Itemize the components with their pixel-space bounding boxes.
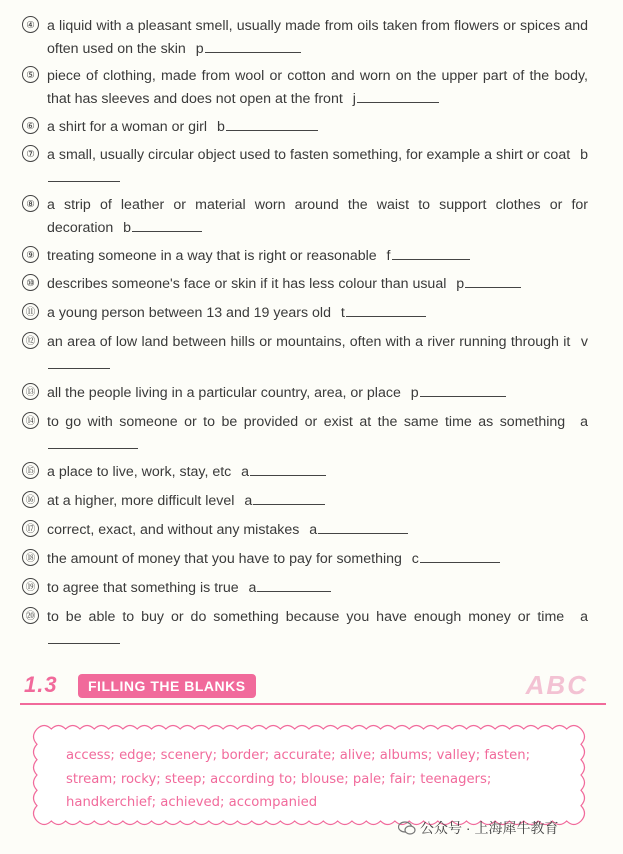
- question-text: piece of clothing, made from wool or cotton and worn on the upper part of the body, that has sleeves and does not open at the front: [47, 68, 588, 107]
- answer-blank[interactable]: [257, 577, 331, 592]
- question-text-line: [47, 382, 588, 405]
- question-text: describes someone's face or skin if it has less colour than usual: [47, 276, 447, 292]
- answer-hint-letter: f: [386, 248, 391, 264]
- question-text-line: [47, 577, 588, 600]
- answer-blank[interactable]: [392, 245, 470, 260]
- question-text-line: [47, 331, 588, 376]
- word-bank-box: [30, 722, 588, 828]
- answer-hint-letter: a: [309, 522, 318, 538]
- question-text-line: [47, 144, 588, 189]
- question-text: a young person between 13 and 19 years old: [47, 305, 331, 321]
- question-text: at a higher, more difficult level: [47, 493, 235, 509]
- answer-hint-letter: p: [456, 276, 465, 292]
- question-text-line: [47, 245, 588, 268]
- question-item: [22, 577, 588, 600]
- question-number: ④: [22, 16, 39, 33]
- question-item: [22, 144, 588, 189]
- question-item: [22, 273, 588, 296]
- question-number: ⑭: [22, 412, 39, 429]
- question-item: [22, 331, 588, 376]
- answer-hint-letter: t: [340, 305, 345, 321]
- question-number: ⑪: [22, 303, 39, 320]
- question-number: ⑮: [22, 462, 39, 479]
- watermark-text: 公众号 · 上海犀牛教育: [420, 820, 559, 836]
- section-title: FILLING THE BLANKS: [78, 674, 256, 698]
- question-item: [22, 116, 588, 139]
- answer-hint-letter: j: [352, 90, 356, 107]
- answer-blank[interactable]: [48, 354, 110, 369]
- question-text: the amount of money that you have to pay for something: [47, 551, 402, 567]
- question-item: [22, 15, 588, 60]
- question-text-line: [47, 194, 588, 239]
- question-number: ⑦: [22, 145, 39, 162]
- answer-blank[interactable]: [250, 461, 326, 476]
- answer-blank[interactable]: [48, 629, 120, 644]
- section-divider: [20, 703, 606, 705]
- answer-hint-letter: a: [580, 609, 588, 625]
- question-text: a strip of leather or material worn around the waist to support clothes or for decoration: [47, 197, 588, 236]
- question-item: [22, 461, 588, 484]
- question-number: ⑰: [22, 520, 39, 537]
- question-number: ⑨: [22, 246, 39, 263]
- answer-blank[interactable]: [205, 38, 301, 53]
- answer-hint-letter: c: [411, 551, 419, 567]
- question-item: [22, 411, 588, 456]
- question-text: a place to live, work, stay, etc: [47, 464, 232, 480]
- section-header: [18, 672, 608, 706]
- question-item: [22, 382, 588, 405]
- answer-blank[interactable]: [465, 273, 521, 288]
- answer-blank[interactable]: [420, 382, 506, 397]
- word-bank-text: access; edge; scenery; border; accurate; alive; albums; valley; fasten; stream; rocky; steep; according to; blouse; pale; fair; teenagers; handkerchief; achieved; accompanied: [66, 748, 531, 810]
- answer-hint-letter: a: [244, 493, 253, 509]
- section-number: 1.3: [24, 672, 58, 697]
- answer-hint-letter: a: [248, 580, 257, 596]
- question-number: ⑥: [22, 117, 39, 134]
- question-item: [22, 194, 588, 239]
- question-text-line: [47, 411, 588, 456]
- question-text-line: [47, 273, 588, 296]
- question-text: correct, exact, and without any mistakes: [47, 522, 300, 538]
- question-item: [22, 245, 588, 268]
- question-text-line: [47, 606, 588, 651]
- answer-blank[interactable]: [48, 434, 138, 449]
- answer-blank[interactable]: [346, 302, 426, 317]
- question-text: an area of low land between hills or mountains, often with a river running through it: [47, 334, 571, 350]
- question-item: [22, 519, 588, 542]
- question-number: ⑲: [22, 578, 39, 595]
- question-text: to agree that something is true: [47, 580, 239, 596]
- answer-blank[interactable]: [357, 88, 439, 103]
- answer-hint-letter: p: [410, 385, 419, 401]
- section-decoration: ABC: [525, 670, 588, 700]
- question-item: [22, 65, 588, 110]
- question-text: to be able to buy or do something because you have enough money or time: [47, 609, 565, 625]
- question-text-line: [47, 116, 588, 139]
- question-text: all the people living in a particular country, area, or place: [47, 385, 401, 401]
- question-text: a liquid with a pleasant smell, usually made from oils taken from flowers or spices and often used on the skin: [47, 18, 588, 57]
- question-number: ⑧: [22, 195, 39, 212]
- answer-hint-letter: b: [580, 147, 588, 163]
- answer-hint-letter: a: [580, 414, 588, 430]
- question-number: ⑱: [22, 549, 39, 566]
- answer-blank[interactable]: [226, 116, 318, 131]
- answer-hint-letter: b: [123, 219, 132, 236]
- question-number: ⑫: [22, 332, 39, 349]
- question-text: treating someone in a way that is right or reasonable: [47, 248, 377, 264]
- question-text-line: [47, 490, 588, 513]
- question-number: ⑩: [22, 274, 39, 291]
- answer-blank[interactable]: [253, 490, 325, 505]
- question-number: ⑯: [22, 491, 39, 508]
- question-number: ⑤: [22, 66, 39, 83]
- answer-blank[interactable]: [420, 548, 500, 563]
- answer-hint-letter: p: [195, 40, 204, 57]
- question-text-line: [47, 65, 588, 110]
- question-text-line: [47, 548, 588, 571]
- wechat-icon: [398, 821, 416, 835]
- question-text-line: [47, 519, 588, 542]
- question-item: [22, 490, 588, 513]
- question-item: [22, 302, 588, 325]
- question-item: [22, 606, 588, 651]
- question-item: [22, 548, 588, 571]
- question-text: to go with someone or to be provided or exist at the same time as something: [47, 414, 566, 430]
- answer-hint-letter: a: [241, 464, 250, 480]
- answer-blank[interactable]: [132, 217, 202, 232]
- question-text-line: [47, 461, 588, 484]
- question-number: ⑳: [22, 607, 39, 624]
- question-text-line: [47, 15, 588, 60]
- answer-hint-letter: v: [580, 334, 588, 350]
- question-text-line: [47, 302, 588, 325]
- answer-blank[interactable]: [48, 167, 120, 182]
- question-text: a shirt for a woman or girl: [47, 119, 208, 135]
- answer-hint-letter: b: [216, 119, 225, 135]
- question-text: a small, usually circular object used to fasten something, for example a shirt or coat: [47, 147, 571, 163]
- question-number: ⑬: [22, 383, 39, 400]
- watermark: [398, 818, 558, 838]
- answer-blank[interactable]: [318, 519, 408, 534]
